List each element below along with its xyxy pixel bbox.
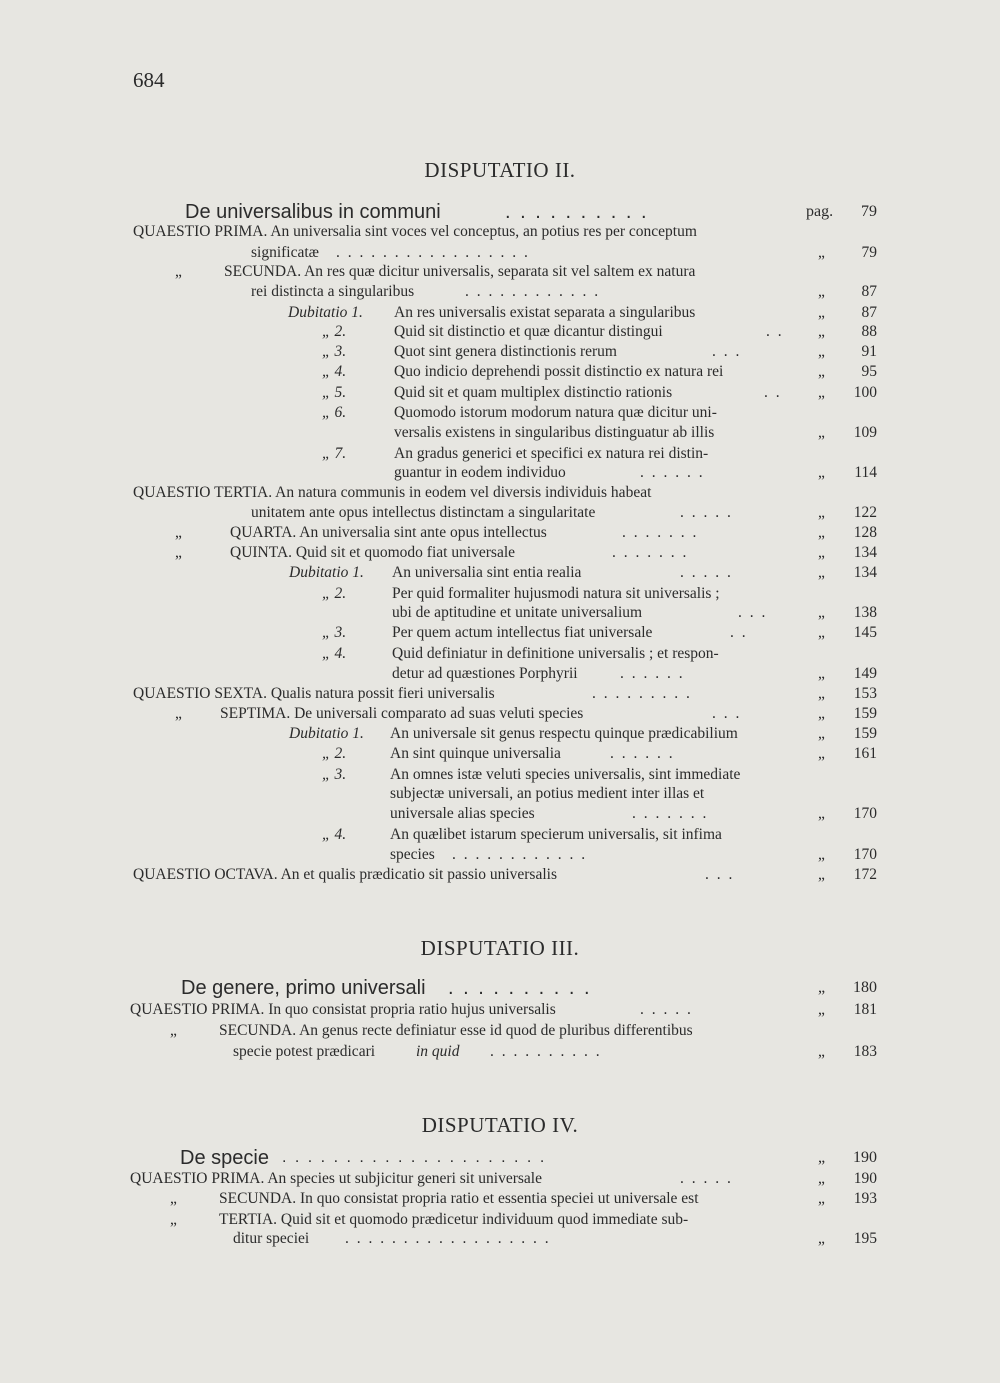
- page-ref: 181: [853, 1001, 877, 1018]
- toc-entry: [0, 1146, 1000, 1170]
- dubitatio-label: „ 3.: [322, 343, 347, 360]
- ditto-mark: „: [175, 263, 182, 280]
- toc-text: Per quid formaliter hujusmodi natura sit universalis ;: [392, 585, 720, 602]
- pag-label: pag.: [806, 203, 834, 220]
- toc-text: TERTIA. Quid sit et quomodo prædicetur individuum quod immediate sub-: [219, 1211, 689, 1228]
- dubitatio-label: „ 4.: [322, 645, 347, 662]
- leader-dots: . . . . . . . . . .: [448, 977, 592, 999]
- page-ref: 79: [861, 203, 877, 220]
- toc-entry: [0, 845, 1000, 865]
- toc-text: Quid sit et quam multiplex distinctio rationis: [394, 384, 673, 401]
- dubitatio-label: „ 3.: [322, 766, 347, 783]
- page-ref: 95: [861, 363, 877, 380]
- disputatio-4-heading: DISPUTATIO IV.: [421, 1113, 579, 1137]
- toc-text: subjectæ universali, an potius medient inter illas et: [390, 785, 705, 802]
- ditto-mark: „: [818, 363, 825, 380]
- dubitatio-label: „ 2.: [322, 585, 347, 602]
- toc-text: versalis existens in singularibus distinguatur ab illis: [394, 424, 715, 441]
- toc-text: SECUNDA. In quo consistat propria ratio et essentia speciei ut universale est: [219, 1190, 699, 1207]
- toc-entry: [0, 744, 1000, 764]
- toc-entry: [0, 362, 1000, 382]
- toc-entry: [0, 523, 1000, 543]
- page-ref: 190: [853, 1149, 877, 1166]
- page-ref: 153: [853, 685, 877, 702]
- page-ref: 134: [853, 564, 877, 581]
- toc-entry: [0, 243, 1000, 263]
- leader-dots: . . . . .: [640, 1001, 693, 1018]
- ditto-mark: „: [818, 504, 825, 521]
- toc-text: detur ad quæstiones Porphyrii: [392, 665, 578, 682]
- ditto-mark: „: [818, 624, 825, 641]
- toc-text: QUINTA. Quid sit et quomodo fiat universale: [230, 544, 516, 561]
- ditto-mark: „: [818, 745, 825, 762]
- toc-text: SECUNDA. An res quæ dicitur universalis, separata sit vel saltem ex natura: [224, 263, 696, 280]
- page-ref: 159: [853, 705, 877, 722]
- toc-title: De specie: [180, 1147, 269, 1169]
- ditto-mark: „: [818, 665, 825, 682]
- dubitatio-label: „ 2.: [322, 745, 347, 762]
- leader-dots: . .: [766, 323, 784, 340]
- leader-dots: . . . . . . .: [622, 524, 699, 541]
- disputatio-2-heading: DISPUTATIO II.: [424, 158, 576, 182]
- toc-entry: [0, 322, 1000, 342]
- page-ref: 149: [853, 665, 877, 682]
- ditto-mark: „: [818, 1001, 825, 1018]
- leader-dots: . . .: [712, 343, 742, 360]
- disputatio-3-heading: DISPUTATIO III.: [420, 936, 580, 960]
- ditto-mark: „: [818, 283, 825, 300]
- page-ref: 100: [853, 384, 877, 401]
- leader-dots: . . .: [738, 604, 768, 621]
- toc-entry: [0, 1000, 1000, 1020]
- toc-title: De universalibus in communi: [185, 201, 441, 223]
- dubitatio-label: Dubitatio 1.: [289, 725, 364, 742]
- ditto-mark: „: [818, 564, 825, 581]
- leader-dots: . . . . . . . . . . . .: [465, 283, 601, 300]
- toc-text: rei distincta a singularibus: [251, 283, 415, 300]
- leader-dots: . . .: [712, 705, 742, 722]
- toc-entry: [0, 444, 1000, 464]
- dubitatio-label: Dubitatio 1.: [289, 564, 364, 581]
- leader-dots: . . .: [705, 866, 735, 883]
- page-ref: 159: [853, 725, 877, 742]
- leader-dots: . . . . . . . . . . . .: [452, 846, 588, 863]
- toc-entry: [0, 865, 1000, 885]
- ditto-mark: „: [818, 323, 825, 340]
- toc-entry: [0, 342, 1000, 362]
- toc-entry: [0, 1210, 1000, 1230]
- leader-dots: . . . . . . . . . .: [490, 1043, 602, 1060]
- dubitatio-label: Dubitatio 1.: [288, 304, 363, 321]
- ditto-mark: „: [818, 604, 825, 621]
- toc-entry: [0, 644, 1000, 664]
- dubitatio-label: „ 4.: [322, 363, 347, 380]
- page-ref: 190: [853, 1170, 877, 1187]
- toc-entry: [0, 825, 1000, 845]
- ditto-mark: „: [170, 1022, 177, 1039]
- page-ref: 88: [861, 323, 877, 340]
- dubitatio-label: „ 3.: [322, 624, 347, 641]
- toc-text: ditur speciei: [233, 1230, 310, 1247]
- page-ref: 172: [853, 866, 877, 883]
- ditto-mark: „: [818, 805, 825, 822]
- dubitatio-label: „ 7.: [322, 445, 347, 462]
- toc-entry: [0, 684, 1000, 704]
- leader-dots: . . . . . . .: [632, 805, 709, 822]
- ditto-mark: „: [818, 1149, 826, 1166]
- toc-text: SEPTIMA. De universali comparato ad suas veluti species: [220, 705, 584, 722]
- toc-entry: [0, 976, 1000, 1000]
- page-ref: 183: [853, 1043, 877, 1060]
- toc-text: guantur in eodem individuo: [394, 464, 566, 481]
- toc-entry: [0, 584, 1000, 604]
- page-ref: 122: [853, 504, 877, 521]
- dubitatio-label: „ 6.: [322, 404, 347, 421]
- page-ref: 161: [853, 745, 877, 762]
- dubitatio-label: „ 5.: [322, 384, 347, 401]
- leader-dots: . . . . . . .: [612, 544, 689, 561]
- ditto-mark: „: [818, 725, 825, 742]
- ditto-mark: „: [818, 705, 825, 722]
- ditto-mark: „: [175, 544, 182, 561]
- toc-text: significatæ: [251, 244, 320, 261]
- toc-entry: [0, 483, 1000, 503]
- toc-text: Per quem actum intellectus fiat universale: [392, 624, 653, 641]
- toc-entry: [0, 765, 1000, 785]
- toc-text: QUAESTIO PRIMA. An species ut subjicitur generi sit universale: [130, 1170, 542, 1187]
- page-ref: 87: [861, 283, 877, 300]
- leader-dots: . .: [730, 624, 748, 641]
- leader-dots: . . . . . . . . . . . . . . . . . .: [345, 1230, 551, 1247]
- toc-text-italic: in quid: [416, 1043, 460, 1060]
- toc-entry: [0, 1189, 1000, 1209]
- page-ref: 128: [853, 524, 877, 541]
- toc-text: species: [390, 846, 435, 863]
- page-ref: 87: [861, 304, 877, 321]
- ditto-mark: „: [170, 1190, 177, 1207]
- page-ref: 134: [853, 544, 877, 561]
- toc-entry: [0, 282, 1000, 302]
- ditto-mark: „: [818, 1043, 825, 1060]
- toc-text: ubi de aptitudine et unitate universalium: [392, 604, 643, 621]
- toc-text: SECUNDA. An genus recte definiatur esse id quod de pluribus differentibus: [219, 1022, 693, 1039]
- ditto-mark: „: [818, 244, 825, 261]
- ditto-mark: „: [175, 705, 182, 722]
- toc-text: unitatem ante opus intellectus distinctam a singularitate: [251, 504, 596, 521]
- leader-dots: . . . . . . . . . .: [505, 201, 649, 223]
- toc-entry: [0, 664, 1000, 684]
- toc-entry: [0, 403, 1000, 423]
- page-number: 684: [133, 68, 165, 92]
- toc-text: Quid sit distinctio et quæ dicantur distingui: [394, 323, 663, 340]
- ditto-mark: „: [170, 1211, 177, 1228]
- toc-text: An universale sit genus respectu quinque prædicabilium: [390, 725, 738, 742]
- leader-dots: . . . . . .: [610, 745, 675, 762]
- toc-entry: [0, 563, 1000, 583]
- leader-dots: . . . . .: [680, 564, 733, 581]
- toc-text: Quo indicio deprehendi possit distinctio ex natura rei: [394, 363, 724, 380]
- toc-entry: [0, 303, 1000, 323]
- toc-text: QUAESTIO OCTAVA. An et qualis prædicatio sit passio universalis: [133, 866, 557, 883]
- ditto-mark: „: [818, 1230, 825, 1247]
- ditto-mark: „: [818, 464, 825, 481]
- ditto-mark: „: [818, 979, 826, 996]
- toc-text: Quomodo istorum modorum natura quæ dicitur uni-: [394, 404, 717, 421]
- toc-title: De genere, primo universali: [181, 977, 426, 999]
- toc-text: An gradus generici et specifici ex natura rei distin-: [394, 445, 709, 462]
- page-ref: 170: [853, 805, 877, 822]
- ditto-mark: „: [818, 1170, 825, 1187]
- dubitatio-label: „ 2.: [322, 323, 347, 340]
- toc-text: An universalia sint entia realia: [392, 564, 582, 581]
- leader-dots: . . . . . . . . .: [592, 685, 692, 702]
- toc-text: An quælibet istarum specierum universalis, sit infima: [390, 826, 722, 843]
- toc-entry: [0, 423, 1000, 443]
- toc-entry: [0, 503, 1000, 523]
- toc-entry: [0, 623, 1000, 643]
- toc-text: QUAESTIO SEXTA. Qualis natura possit fieri universalis: [133, 685, 495, 702]
- page-ref: 170: [853, 846, 877, 863]
- leader-dots: . . . . . . . . . . . . . . . . . . . . .: [282, 1149, 547, 1166]
- toc-entry: [0, 543, 1000, 563]
- toc-text: An sint quinque universalia: [390, 745, 561, 762]
- page-ref: 180: [853, 979, 877, 996]
- ditto-mark: „: [818, 846, 825, 863]
- ditto-mark: „: [818, 524, 825, 541]
- toc-entry: [0, 1042, 1000, 1062]
- toc-entry: [0, 724, 1000, 744]
- toc-text: QUAESTIO PRIMA. An universalia sint voces vel conceptus, an potius res per conceptum: [133, 223, 697, 240]
- toc-entry: [0, 603, 1000, 623]
- page-ref: 145: [853, 624, 877, 641]
- toc-entry: [0, 383, 1000, 403]
- page-ref: 114: [854, 464, 877, 481]
- page-ref: 195: [853, 1230, 877, 1247]
- toc-entry: [0, 1021, 1000, 1041]
- leader-dots: . . . . .: [680, 504, 733, 521]
- page-ref: 109: [853, 424, 877, 441]
- ditto-mark: „: [818, 384, 825, 401]
- dubitatio-label: „ 4.: [322, 826, 347, 843]
- toc-text: QUARTA. An universalia sint ante opus intellectus: [230, 524, 547, 541]
- leader-dots: . . . . . . . . . . . . . . . . .: [336, 244, 530, 261]
- toc-text: specie potest prædicari: [233, 1043, 376, 1060]
- toc-entry: [0, 222, 1000, 242]
- toc-text: universale alias species: [390, 805, 535, 822]
- ditto-mark: „: [818, 544, 825, 561]
- toc-text: QUAESTIO PRIMA. In quo consistat propria ratio hujus universalis: [130, 1001, 556, 1018]
- toc-text: An res universalis existat separata a singularibus: [394, 304, 696, 321]
- leader-dots: . . . . .: [680, 1170, 733, 1187]
- page-ref: 79: [861, 244, 877, 261]
- toc-entry: [0, 784, 1000, 804]
- toc-entry: [0, 804, 1000, 824]
- toc-text: Quot sint genera distinctionis rerum: [394, 343, 617, 360]
- toc-text: An omnes istæ veluti species universalis, sint immediate: [390, 766, 741, 783]
- leader-dots: . . . . . .: [640, 464, 705, 481]
- page-ref: 193: [853, 1190, 877, 1207]
- toc-text: QUAESTIO TERTIA. An natura communis in eodem vel diversis individuis habeat: [133, 484, 652, 501]
- toc-text: Quid definiatur in definitione universalis ; et respon-: [392, 645, 719, 662]
- ditto-mark: „: [818, 685, 825, 702]
- ditto-mark: „: [818, 343, 825, 360]
- toc-entry: [0, 704, 1000, 724]
- leader-dots: . .: [764, 384, 782, 401]
- ditto-mark: „: [175, 524, 182, 541]
- page-ref: 91: [861, 343, 877, 360]
- toc-entry: [0, 262, 1000, 282]
- ditto-mark: „: [818, 866, 825, 883]
- toc-entry: [0, 200, 1000, 224]
- leader-dots: . . . . . .: [620, 665, 685, 682]
- toc-entry: [0, 463, 1000, 483]
- ditto-mark: „: [818, 424, 825, 441]
- page-ref: 138: [853, 604, 877, 621]
- ditto-mark: „: [818, 1190, 825, 1207]
- toc-entry: [0, 1229, 1000, 1249]
- ditto-mark: „: [818, 304, 825, 321]
- toc-entry: [0, 1169, 1000, 1189]
